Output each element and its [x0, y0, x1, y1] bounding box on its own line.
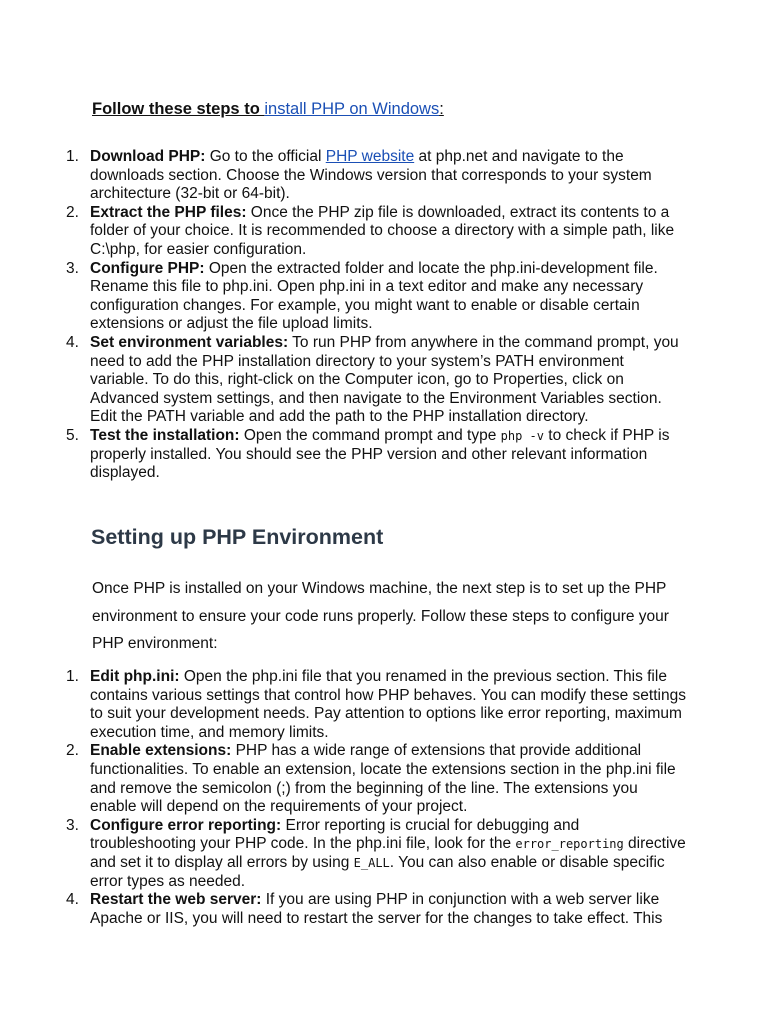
install-php-link[interactable]: install PHP on Windows	[264, 100, 440, 118]
section-paragraph: Once PHP is installed on your Windows machine, the next step is to set up the PHP environment to ensure your code runs properly. Follow these steps to configure your PHP environment:	[92, 580, 669, 652]
list-number: 3.	[66, 816, 79, 834]
step-title: Download PHP:	[90, 148, 206, 165]
env-steps-list	[66, 668, 686, 928]
list-number: 4.	[66, 891, 79, 909]
list-number: 5.	[66, 426, 79, 444]
code-snippet: php -v	[500, 428, 544, 443]
list-item	[66, 816, 686, 891]
step-title: Test the installation:	[90, 426, 240, 444]
list-item	[66, 259, 686, 334]
step-title: Extract the PHP files:	[90, 203, 247, 221]
list-item	[66, 426, 686, 483]
step-text: . You can also enable or disable specific error types as needed.	[90, 853, 665, 890]
section-heading: Setting up PHP Environment	[91, 525, 384, 549]
step-text: at php.net and navigate to the downloads section. Choose the Windows version that corresponds to your system architecture (32-bit or 64-bit).	[90, 148, 652, 203]
step-title: Restart the web server:	[90, 891, 262, 909]
step-text: If you are using PHP in conjunction with a web server like Apache or IIS, you will need to restart the server for the changes to take effect. This	[90, 891, 663, 927]
list-item	[66, 668, 686, 742]
intro-line	[92, 100, 444, 119]
step-text: Go to the official	[205, 148, 326, 165]
list-item	[66, 891, 686, 928]
code-snippet: error_reporting	[515, 837, 624, 852]
step-text: Error reporting is crucial for debugging and troubleshooting your PHP code. In the php.ini file, look for the	[90, 816, 580, 853]
step-text: to check if PHP is properly installed. You should see the PHP version and other relevant information displayed.	[90, 426, 670, 482]
list-number: 1.	[66, 148, 79, 165]
list-item	[66, 333, 686, 427]
list-item	[66, 203, 686, 260]
step-title: Set environment variables:	[90, 333, 289, 351]
code-snippet: E_ALL	[353, 855, 390, 870]
list-number: 2.	[66, 203, 79, 221]
php-website-link[interactable]: PHP website	[325, 148, 415, 165]
step-text: directive and set it to display all errors by using	[90, 835, 686, 871]
step-title: Configure error reporting:	[90, 816, 282, 834]
step-text: Open the extracted folder and locate the php.ini-development file. Rename this file to php.ini. Open php.ini in a text editor and make any necessary configuration changes. For example, you might want to enable or disable certain extensions or adjust the file upload limits.	[90, 259, 658, 333]
step-title: Enable extensions:	[90, 742, 232, 760]
step-text: Once the PHP zip file is downloaded, extract its contents to a folder of your choice. It is recommended to choose a directory with a simple path, like C:\php, for easier configuration.	[90, 203, 675, 258]
step-text: Open the php.ini file that you renamed in the previous section. This file contains various settings that control how PHP behaves. You can modify these settings to suit your development needs. Pay attention to options like error reporting, maximum execution time, and memory limits.	[90, 668, 686, 741]
list-number: 2.	[66, 742, 79, 760]
step-text: To run PHP from anywhere in the command prompt, you need to add the PHP installation directory to your system’s PATH environment variable. To do this, right-click on the Computer icon, go to Properties, click on Advanced system settings, and then navigate to the Environment Variables section. Edit the PATH variable and add the path to the PHP installation directory.	[90, 333, 679, 426]
step-text: PHP has a wide range of extensions that provide additional functionalities. To enable an extension, locate the extensions section in the php.ini file and remove the semicolon (;) from the beginning of the line. The extensions you enable will depend on the requirements of your project.	[90, 742, 676, 816]
intro-suffix: :	[439, 100, 444, 118]
list-number: 3.	[66, 259, 79, 277]
list-number: 4.	[66, 333, 79, 351]
intro-prefix: Follow these steps to	[92, 100, 265, 118]
step-text: Open the command prompt and type	[239, 426, 501, 444]
step-title: Configure PHP:	[90, 259, 205, 277]
list-item	[66, 742, 686, 816]
step-title: Edit php.ini:	[90, 668, 180, 685]
list-number: 1.	[66, 668, 79, 685]
list-item	[66, 148, 686, 204]
install-steps-list	[66, 148, 686, 483]
